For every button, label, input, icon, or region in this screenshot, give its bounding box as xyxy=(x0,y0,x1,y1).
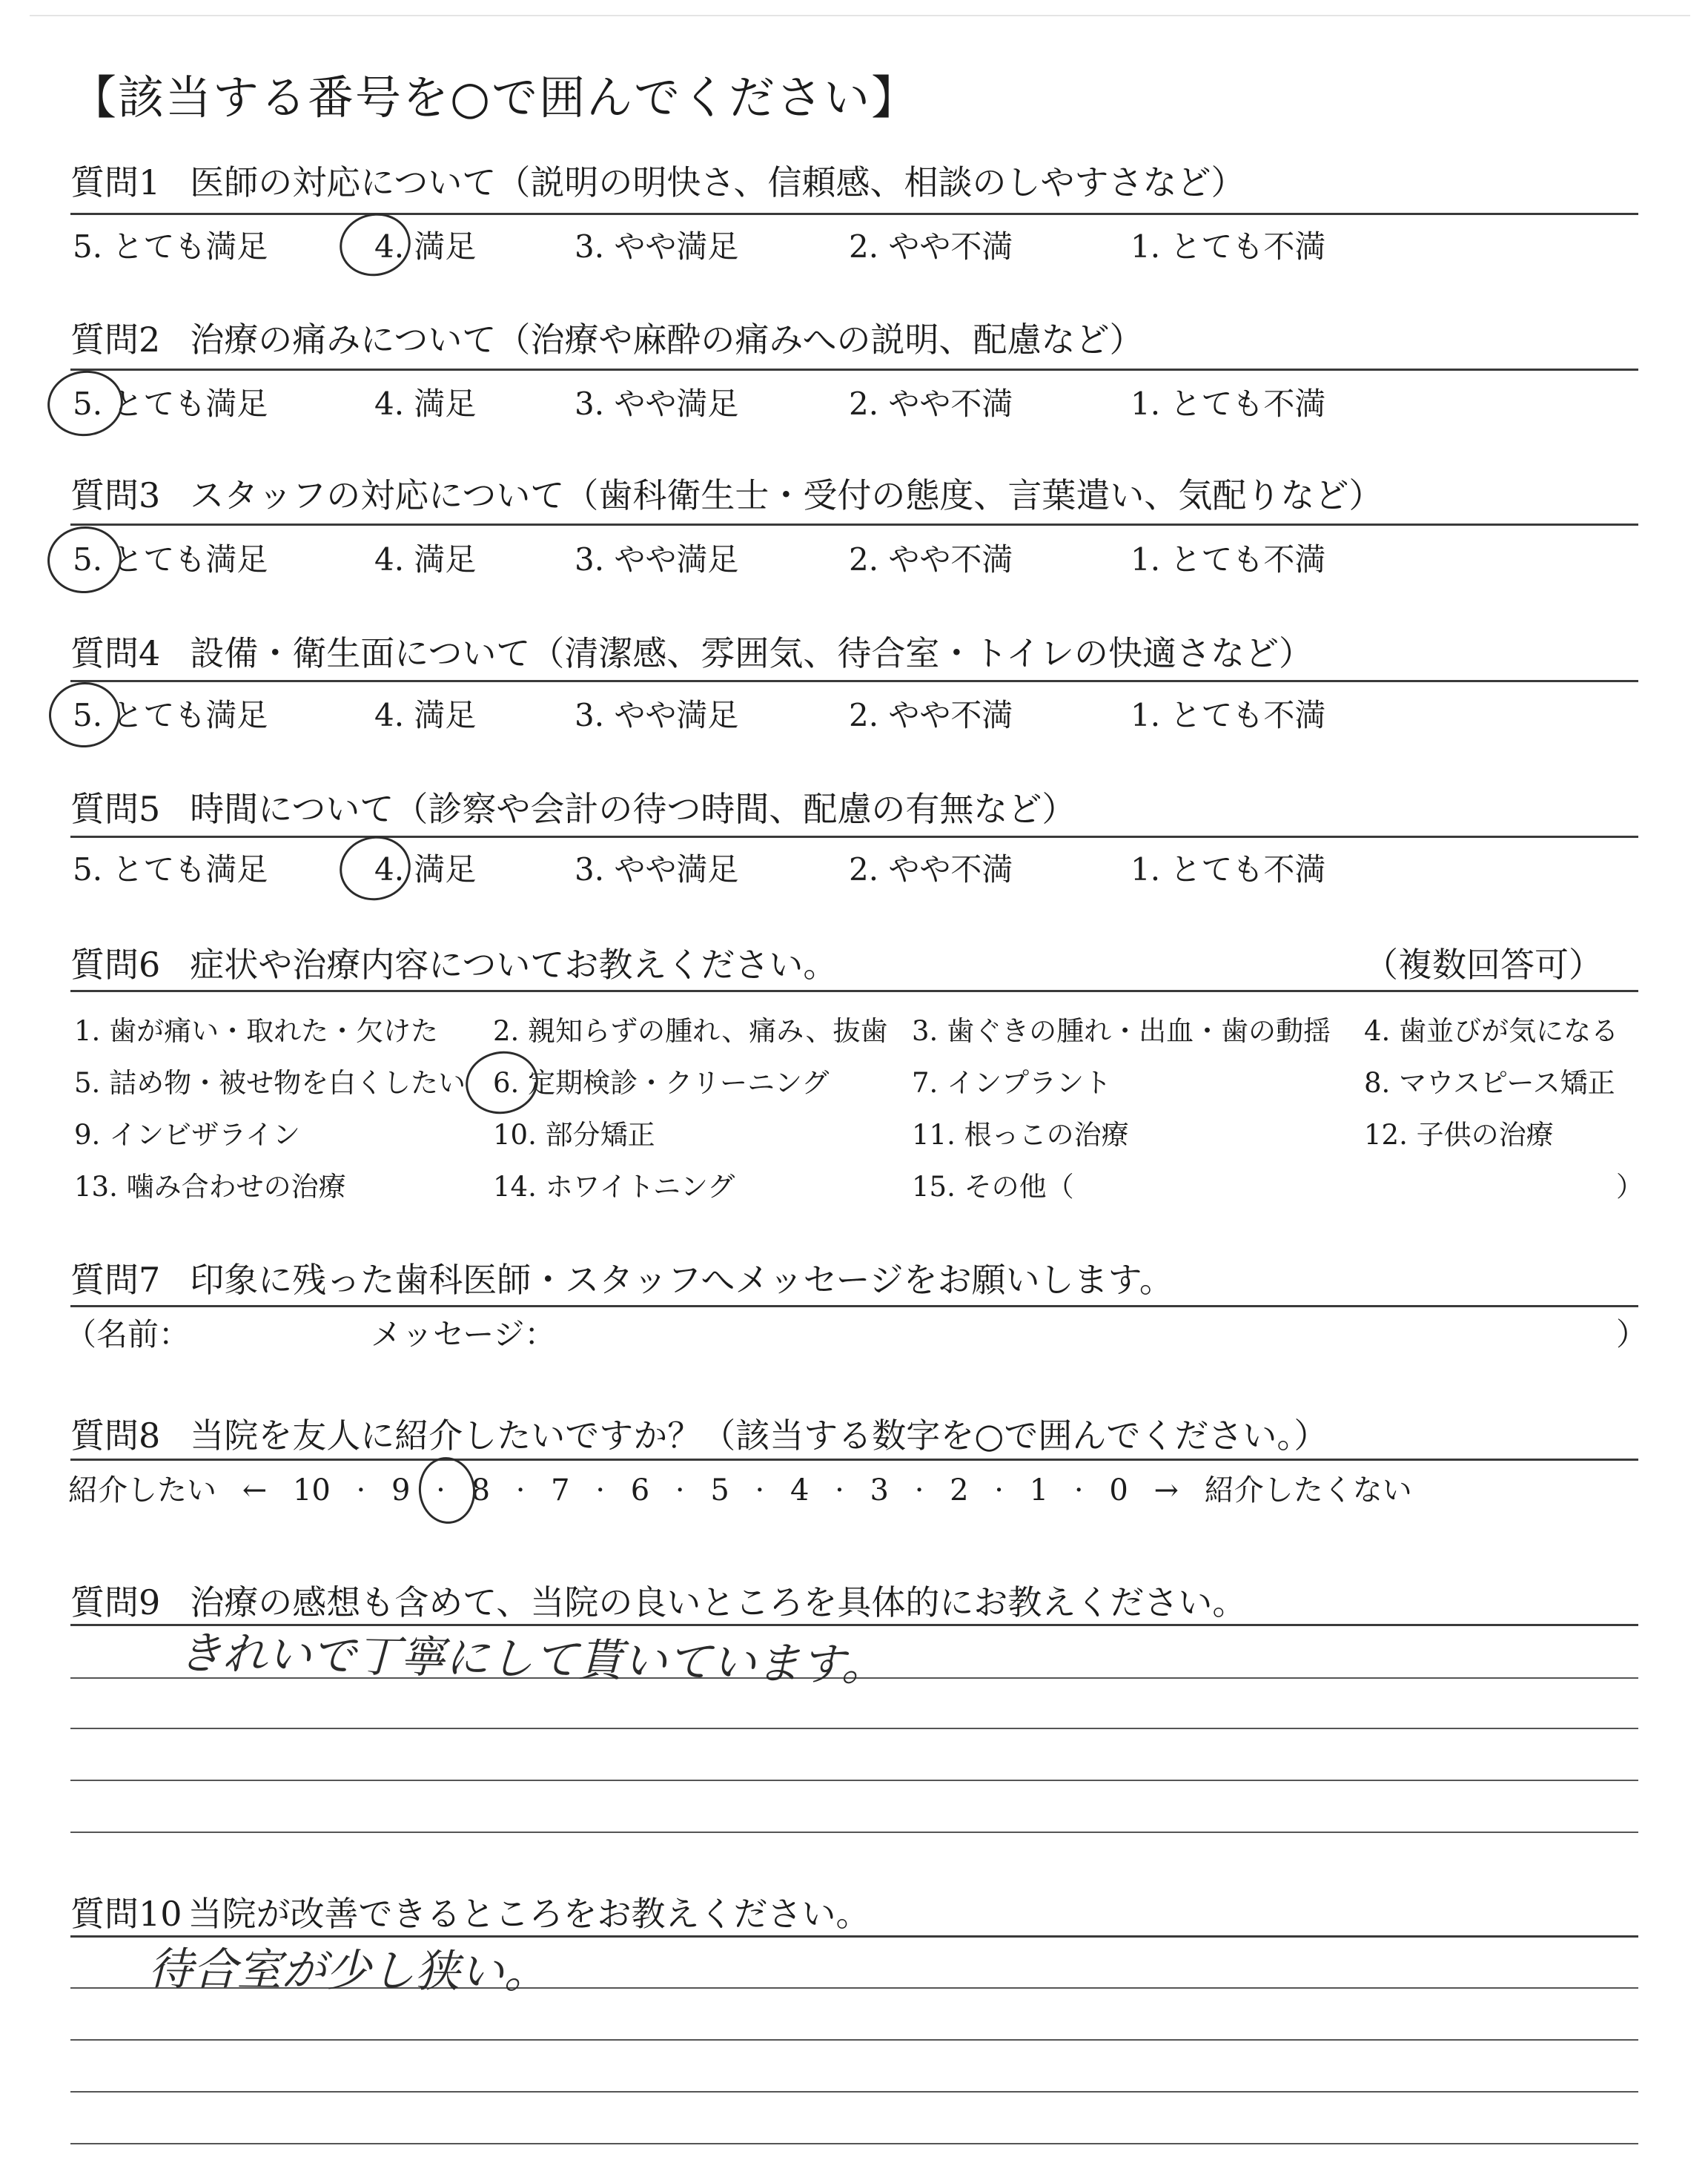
q5-selection-circle xyxy=(334,830,417,907)
q2-option-1[interactable]: 1. とても不満 xyxy=(1131,386,1326,422)
q5-option-4[interactable]: 4. 満足 xyxy=(374,851,477,888)
q6-option-14[interactable]: 14. ホワイトニング xyxy=(493,1171,735,1203)
q2-option-2[interactable]: 2. やや不満 xyxy=(849,386,1013,422)
page-top-edge xyxy=(30,15,1690,16)
q8-selection-circle xyxy=(416,1454,479,1526)
q5-option-3[interactable]: 3. やや満足 xyxy=(575,851,739,888)
q2-option-3[interactable]: 3. やや満足 xyxy=(575,386,739,422)
q3-selection-circle xyxy=(44,523,125,597)
q5-option-2[interactable]: 2. やや不満 xyxy=(849,851,1013,888)
q6-option-12[interactable]: 12. 子供の治療 xyxy=(1364,1119,1554,1151)
q6-option-5[interactable]: 5. 詰め物・被せ物を白くしたい xyxy=(74,1067,466,1099)
q2-option-4[interactable]: 4. 満足 xyxy=(374,386,477,422)
q1-option-3[interactable]: 3. やや満足 xyxy=(575,228,739,265)
q7-name-label: （名前： xyxy=(65,1316,191,1353)
q7-close-paren: ） xyxy=(1616,1316,1648,1353)
q6-option-8[interactable]: 8. マウスピース矯正 xyxy=(1364,1067,1615,1099)
question-1-label: 質問1 xyxy=(70,162,161,202)
question-4-label: 質問4 xyxy=(70,633,161,673)
question-3-text: スタッフの対応について（歯科衛生士・受付の態度、言葉遣い、気配りなど） xyxy=(190,475,1383,515)
question-7-rule xyxy=(70,1305,1638,1307)
q4-option-3[interactable]: 3. やや満足 xyxy=(575,697,739,733)
question-1 xyxy=(70,156,1245,205)
q2-selection-circle xyxy=(43,366,127,440)
question-1-text: 医師の対応について（説明の明快さ、信頼感、相談のしやすさなど） xyxy=(190,162,1245,202)
q4-option-5[interactable]: 5. とても満足 xyxy=(73,697,268,733)
question-3 xyxy=(70,469,1383,518)
question-7-label: 質問7 xyxy=(70,1260,161,1300)
q1-option-4[interactable]: 4. 満足 xyxy=(374,228,477,265)
q1-option-2[interactable]: 2. やや不満 xyxy=(849,228,1013,265)
q9-handwritten-answer: きれいで丁寧にして貰いています。 xyxy=(177,1627,887,1692)
q7-message-label: メッセージ： xyxy=(371,1316,556,1353)
q2-option-5[interactable]: 5. とても満足 xyxy=(73,386,268,422)
question-6-label: 質問6 xyxy=(70,945,161,985)
question-6-text: 症状や治療内容についてお教えください。 xyxy=(190,945,838,985)
question-9-label: 質問9 xyxy=(70,1582,161,1622)
q1-selection-circle xyxy=(334,207,416,283)
question-9 xyxy=(70,1576,1246,1625)
question-3-rule xyxy=(70,524,1638,526)
question-8 xyxy=(70,1409,1328,1458)
q5-option-1[interactable]: 1. とても不満 xyxy=(1131,851,1326,888)
q6-option-6[interactable]: 6. 定期検診・クリーニング xyxy=(493,1067,830,1099)
q4-selection-circle xyxy=(47,680,122,750)
question-5-text: 時間について（診察や会計の待つ時間、配慮の有無など） xyxy=(190,789,1076,829)
question-2-text: 治療の痛みについて（治療や麻酔の痛みへの説明、配慮など） xyxy=(190,320,1144,360)
q10-answer-line-3 xyxy=(70,2091,1638,2093)
question-7 xyxy=(70,1253,1174,1302)
question-2-label: 質問2 xyxy=(70,320,161,360)
q3-option-5[interactable]: 5. とても満足 xyxy=(73,541,268,578)
question-3-label: 質問3 xyxy=(70,475,161,515)
q6-option-11[interactable]: 11. 根っこの治療 xyxy=(912,1119,1129,1151)
question-2-rule xyxy=(70,369,1638,371)
q4-option-2[interactable]: 2. やや不満 xyxy=(849,697,1013,733)
q9-answer-line-3 xyxy=(70,1780,1638,1781)
question-6 xyxy=(70,938,837,987)
question-4-rule xyxy=(70,680,1638,682)
question-9-text: 治療の感想も含めて、当院の良いところを具体的にお教えください。 xyxy=(190,1582,1247,1622)
question-10-text: 当院が改善できるところをお教えください。 xyxy=(188,1894,870,1934)
question-2 xyxy=(70,313,1143,362)
question-8-label: 質問8 xyxy=(70,1416,161,1456)
q8-recommend-scale[interactable]: 紹介したい ← 10 · 9 · 8 · 7 · 6 · 5 · 4 · 3 · 2 · 1 · 0 → 紹介したくない xyxy=(68,1473,1412,1507)
q6-option-7[interactable]: 7. インプラント xyxy=(912,1067,1112,1099)
q6-option-3[interactable]: 3. 歯ぐきの腫れ・出血・歯の動揺 xyxy=(912,1015,1331,1047)
q3-option-2[interactable]: 2. やや不満 xyxy=(849,541,1013,578)
q3-option-3[interactable]: 3. やや満足 xyxy=(575,541,739,578)
question-5-label: 質問5 xyxy=(70,789,161,829)
question-10 xyxy=(70,1887,870,1936)
q6-option-15[interactable]: 15. その他（ xyxy=(912,1171,1074,1203)
q6-option-2[interactable]: 2. 親知らずの腫れ、痛み、抜歯 xyxy=(493,1015,888,1047)
question-6-note: （複数回答可） xyxy=(1364,945,1603,985)
q6-option-13[interactable]: 13. 噛み合わせの治療 xyxy=(74,1171,346,1203)
question-7-text: 印象に残った歯科医師・スタッフへメッセージをお願いします。 xyxy=(190,1260,1174,1300)
q3-option-4[interactable]: 4. 満足 xyxy=(374,541,477,578)
q1-option-5[interactable]: 5. とても満足 xyxy=(73,228,268,265)
q3-option-1[interactable]: 1. とても不満 xyxy=(1131,541,1326,578)
question-5-rule xyxy=(70,836,1638,838)
question-10-label: 質問10 xyxy=(70,1894,182,1934)
form-header: 【該当する番号を○で囲んでください】 xyxy=(70,70,919,125)
question-4-text: 設備・衛生面について（清潔感、雰囲気、待合室・トイレの快適さなど） xyxy=(190,633,1314,673)
q6-option-1[interactable]: 1. 歯が痛い・取れた・欠けた xyxy=(74,1015,439,1047)
q6-other-close: ） xyxy=(1616,1171,1644,1203)
question-4 xyxy=(70,627,1313,676)
q10-handwritten-answer: 待合室が少し狭い。 xyxy=(148,1943,549,1999)
q6-option-4[interactable]: 4. 歯並びが気になる xyxy=(1364,1015,1619,1047)
question-8-rule xyxy=(70,1459,1638,1461)
q6-option-10[interactable]: 10. 部分矯正 xyxy=(493,1119,655,1151)
question-5 xyxy=(70,782,1076,831)
q9-answer-line-2 xyxy=(70,1728,1638,1729)
question-8-text: 当院を友人に紹介したいですか？（該当する数字を○で囲んでください。） xyxy=(190,1416,1328,1456)
q4-option-1[interactable]: 1. とても不満 xyxy=(1131,697,1326,733)
q10-answer-line-4 xyxy=(70,2143,1638,2144)
q9-answer-line-4 xyxy=(70,1832,1638,1833)
q10-answer-line-2 xyxy=(70,2039,1638,2041)
q4-option-4[interactable]: 4. 満足 xyxy=(374,697,477,733)
question-6-rule xyxy=(70,990,1638,992)
q5-option-5[interactable]: 5. とても満足 xyxy=(73,851,268,888)
q6-option-9[interactable]: 9. インビザライン xyxy=(74,1119,300,1151)
q6-selection-circle xyxy=(460,1046,543,1120)
q1-option-1[interactable]: 1. とても不満 xyxy=(1131,228,1326,265)
question-1-rule xyxy=(70,213,1638,215)
